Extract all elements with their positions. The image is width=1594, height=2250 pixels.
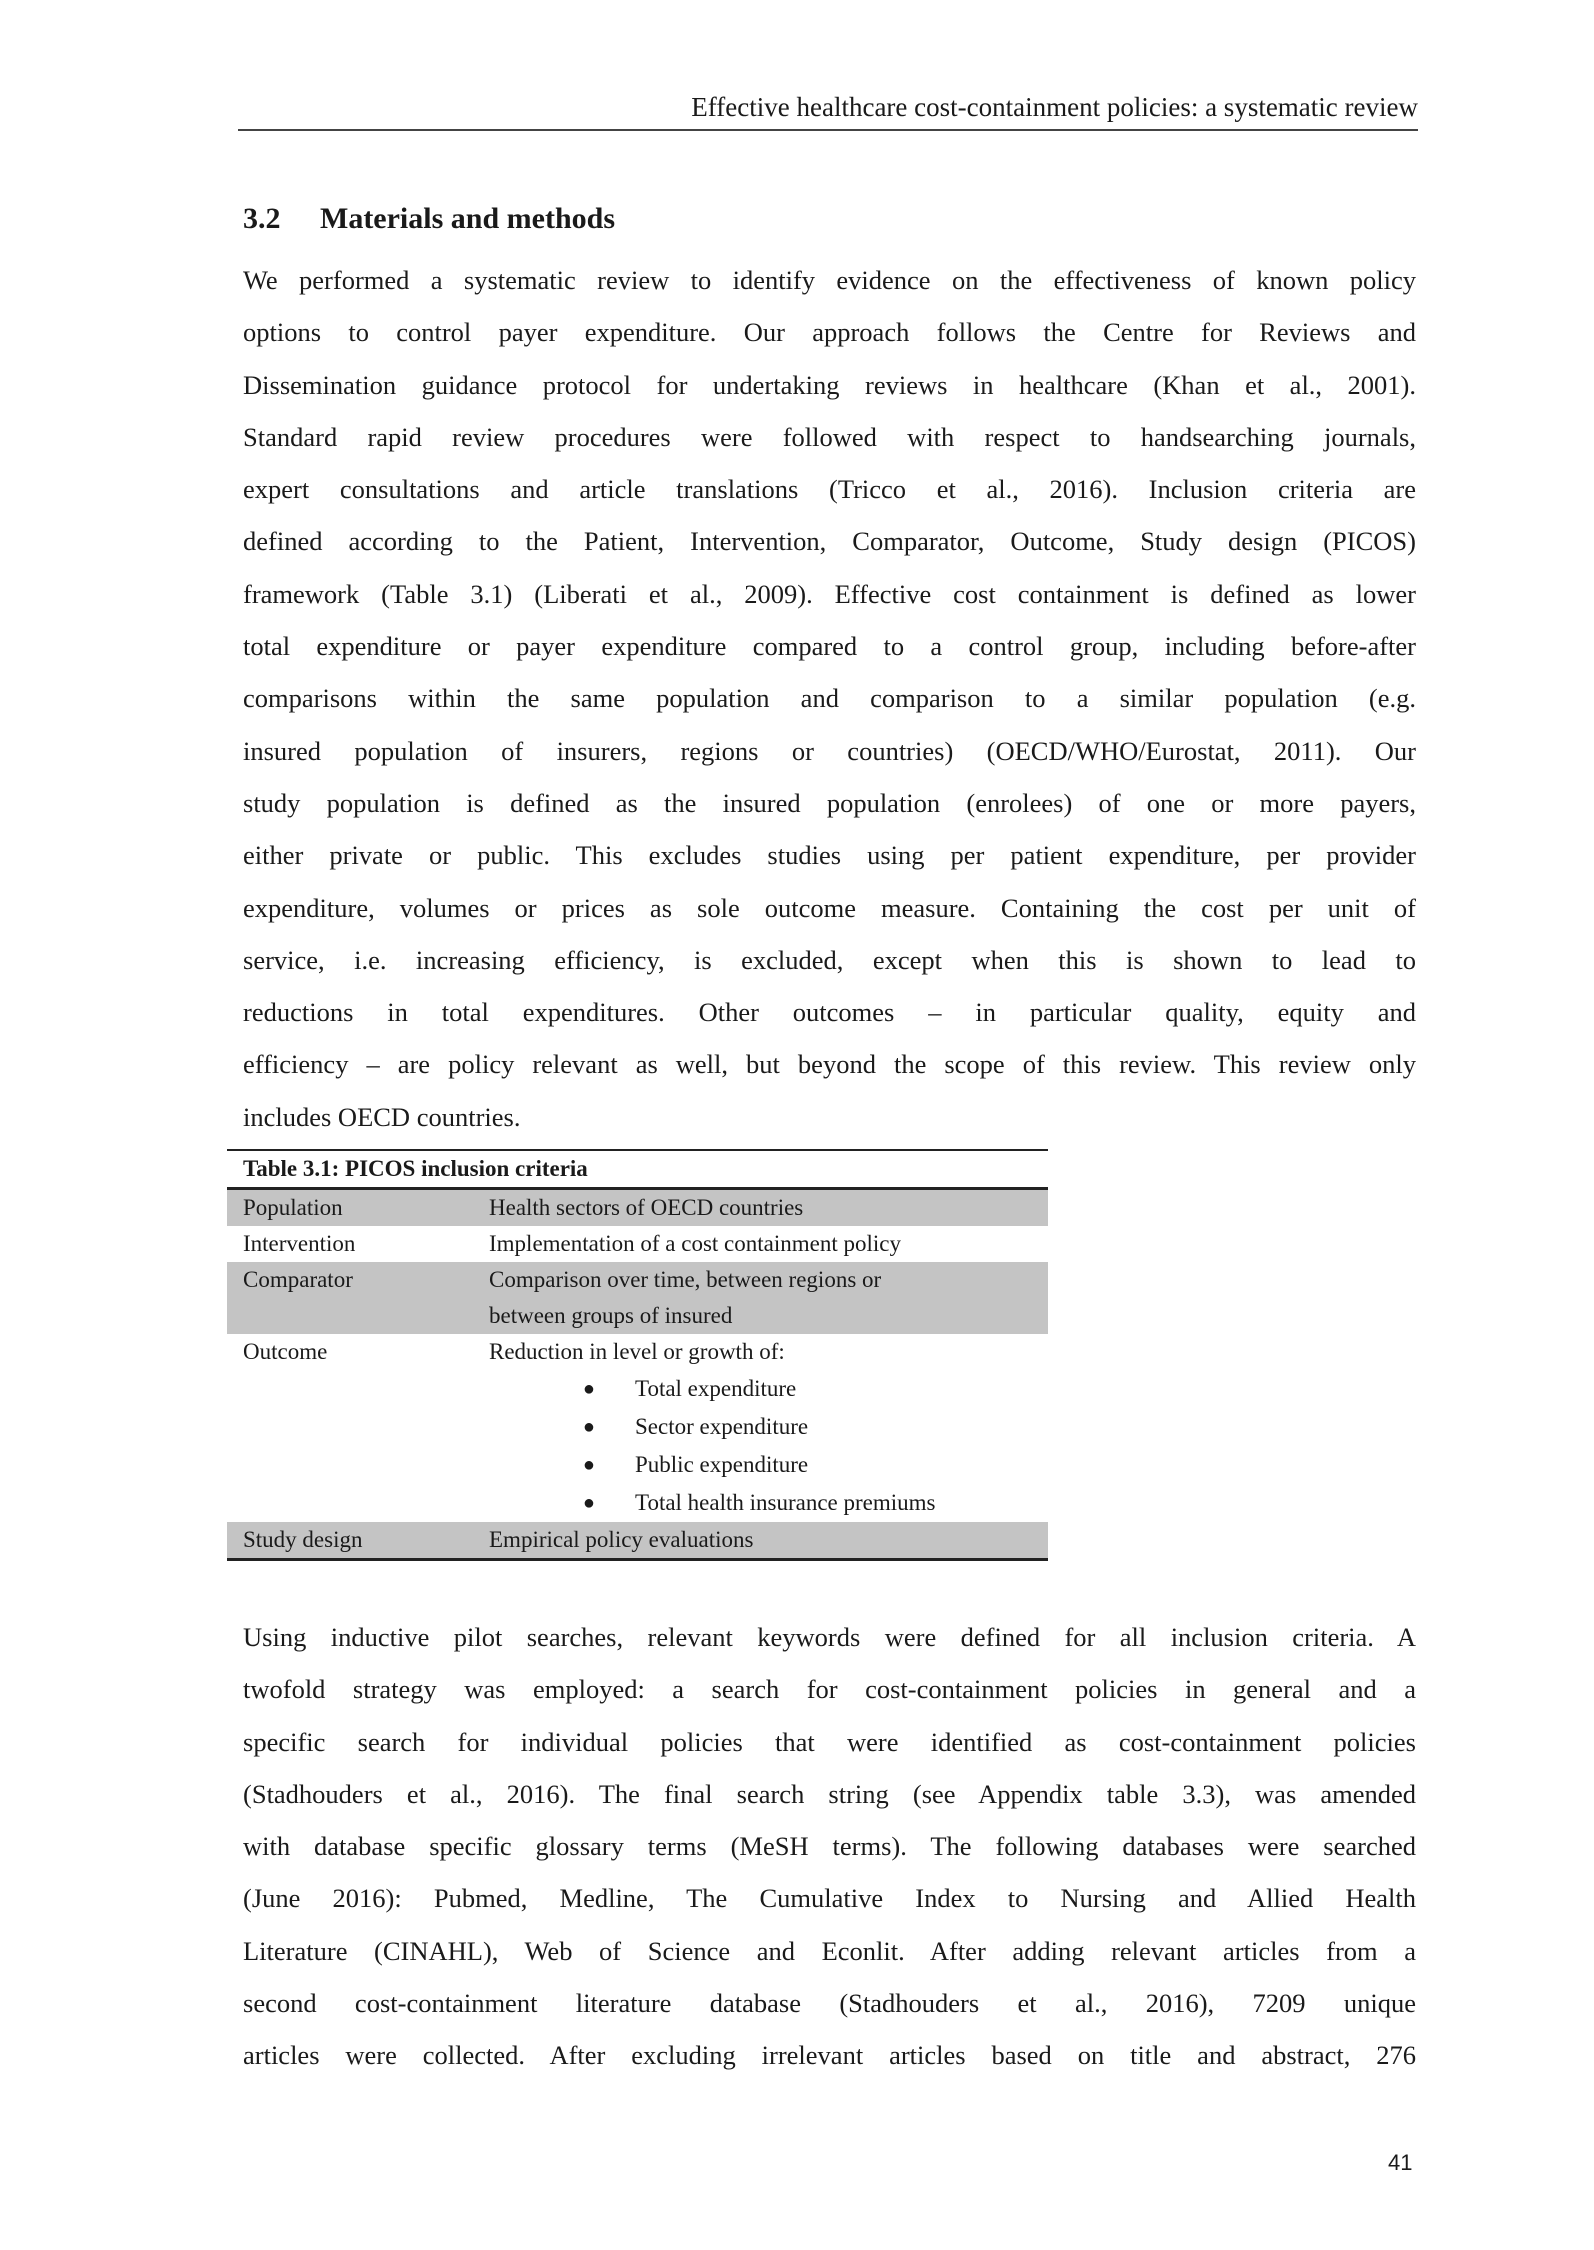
section-number: 3.2 bbox=[243, 202, 281, 235]
paragraph-1 bbox=[243, 254, 1416, 1143]
text-line: twofold strategy was employed: a search for cost-containment policies in general and a bbox=[243, 1674, 1416, 1705]
row-value: Implementation of a cost containment policy bbox=[489, 1231, 901, 1256]
list-item bbox=[489, 1484, 1048, 1522]
row-value-line: Comparison over time, between regions or bbox=[489, 1267, 882, 1292]
picos-table bbox=[227, 1149, 1048, 1561]
text-line: Literature (CINAHL), Web of Science and Econlit. After adding relevant articles from a bbox=[243, 1935, 1416, 1966]
bullet-icon: ● bbox=[582, 1378, 595, 1400]
text-line: defined according to the Patient, Intervention, Comparator, Outcome, Study design (PICOS) bbox=[243, 526, 1416, 557]
list-item bbox=[489, 1446, 1048, 1484]
text-line: expenditure, volumes or prices as sole outcome measure. Containing the cost per unit of bbox=[243, 892, 1416, 923]
list-item-text: Total health insurance premiums bbox=[635, 1490, 936, 1515]
text-line: total expenditure or payer expenditure compared to a control group, including before-after bbox=[243, 631, 1416, 662]
text-line: either private or public. This excludes studies using per patient expenditure, per provider bbox=[243, 840, 1416, 871]
row-label: Population bbox=[243, 1195, 343, 1220]
row-value-line: between groups of insured bbox=[489, 1303, 733, 1328]
running-header: Effective healthcare cost-containment policies: a systematic review bbox=[691, 92, 1418, 122]
row-label: Study design bbox=[243, 1527, 363, 1552]
text-line: Using inductive pilot searches, relevant keywords were defined for all inclusion criteria. A bbox=[243, 1622, 1416, 1652]
text-line: framework (Table 3.1) (Liberati et al., 2009). Effective cost containment is defined as lower bbox=[243, 578, 1416, 609]
text-line: includes OECD countries. bbox=[243, 1101, 521, 1132]
list-item-text: Sector expenditure bbox=[635, 1414, 809, 1439]
row-value: Empirical policy evaluations bbox=[489, 1527, 754, 1552]
table-row bbox=[227, 1522, 1048, 1558]
text-line: specific search for individual policies that were identified as cost-containment policies bbox=[243, 1726, 1416, 1757]
list-item bbox=[489, 1370, 1048, 1408]
outcome-list bbox=[489, 1370, 1048, 1522]
table-row bbox=[227, 1226, 1048, 1262]
list-item-text: Total expenditure bbox=[635, 1376, 797, 1401]
bullet-icon: ● bbox=[582, 1454, 595, 1476]
row-value: Health sectors of OECD countries bbox=[489, 1195, 804, 1220]
text-line: reductions in total expenditures. Other outcomes – in particular quality, equity and bbox=[243, 997, 1416, 1028]
row-label: Outcome bbox=[243, 1339, 328, 1364]
list-item bbox=[489, 1408, 1048, 1446]
table-bottom-rule bbox=[227, 1558, 1048, 1561]
text-line: articles were collected. After excluding irrelevant articles based on title and abstract, 276 bbox=[243, 2040, 1416, 2071]
text-line: service, i.e. increasing efficiency, is excluded, except when this is shown to lead to bbox=[243, 944, 1416, 975]
table-caption: Table 3.1: PICOS inclusion criteria bbox=[227, 1151, 1048, 1190]
text-line: with database specific glossary terms (MeSH terms). The following databases were searched bbox=[243, 1831, 1416, 1862]
text-line: Dissemination guidance protocol for undertaking reviews in healthcare (Khan et al., 2001). bbox=[243, 369, 1416, 400]
list-item-text: Public expenditure bbox=[635, 1452, 809, 1477]
row-value bbox=[489, 1262, 1048, 1334]
text-line: We performed a systematic review to identify evidence on the effectiveness of known policy bbox=[243, 265, 1416, 295]
bullet-icon: ● bbox=[582, 1492, 595, 1514]
row-value-line: Reduction in level or growth of: bbox=[489, 1339, 785, 1364]
bullet-icon: ● bbox=[582, 1416, 595, 1438]
table-row bbox=[227, 1262, 1048, 1334]
text-line: insured population of insurers, regions or countries) (OECD/WHO/Eurostat, 2011). Our bbox=[243, 735, 1416, 766]
text-line: comparisons within the same population and comparison to a similar population (e.g. bbox=[243, 683, 1416, 714]
row-label: Intervention bbox=[243, 1231, 356, 1256]
row-value bbox=[489, 1334, 1048, 1522]
text-line: options to control payer expenditure. Our approach follows the Centre for Reviews and bbox=[243, 317, 1416, 348]
page-number: 41 bbox=[1388, 2150, 1413, 2175]
text-line: Standard rapid review procedures were followed with respect to handsearching journals, bbox=[243, 421, 1416, 452]
paragraph-2 bbox=[243, 1611, 1416, 2082]
text-line: efficiency – are policy relevant as well, but beyond the scope of this review. This review only bbox=[243, 1049, 1416, 1080]
table-row bbox=[227, 1190, 1048, 1226]
text-line: second cost-containment literature database (Stadhouders et al., 2016), 7209 unique bbox=[243, 1988, 1416, 2019]
table-row bbox=[227, 1334, 1048, 1522]
row-label: Comparator bbox=[243, 1267, 353, 1292]
header-rule bbox=[238, 129, 1418, 131]
text-line: expert consultations and article translations (Tricco et al., 2016). Inclusion criteria are bbox=[243, 474, 1416, 505]
text-line: (June 2016): Pubmed, Medline, The Cumulative Index to Nursing and Allied Health bbox=[243, 1883, 1416, 1914]
section-title: Materials and methods bbox=[320, 202, 615, 235]
section-heading bbox=[243, 202, 615, 236]
text-line: study population is defined as the insured population (enrolees) of one or more payers, bbox=[243, 787, 1416, 818]
text-line: (Stadhouders et al., 2016). The final search string (see Appendix table 3.3), was amended bbox=[243, 1778, 1416, 1809]
